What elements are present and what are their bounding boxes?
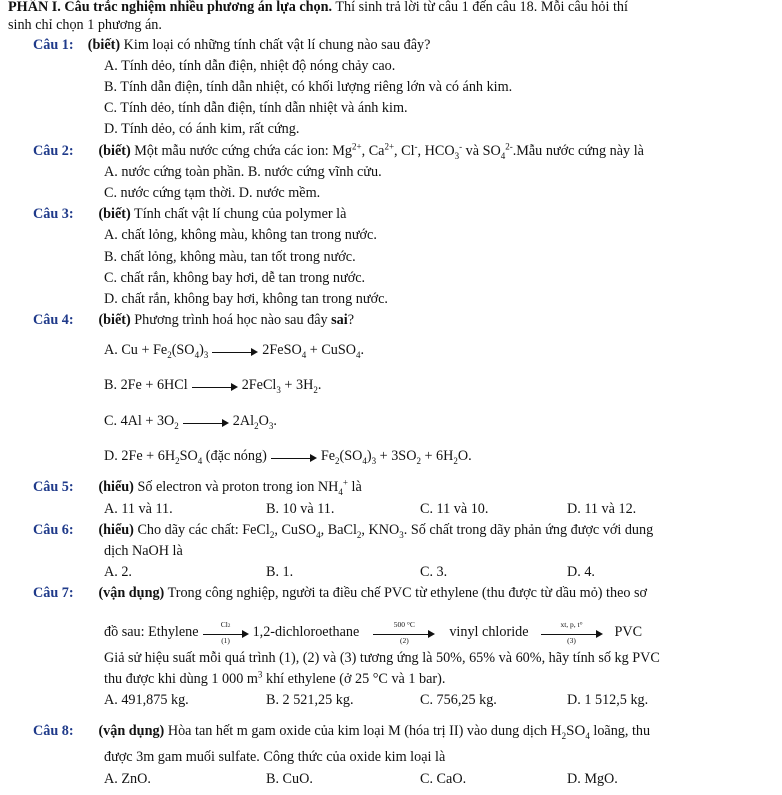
- option-d[interactable]: D. MgO.: [567, 771, 618, 787]
- question-4: [33, 312, 354, 329]
- arrow-condition: xt, p, t°: [560, 619, 583, 629]
- option-a[interactable]: A. 491,875 kg.: [104, 692, 189, 708]
- option-b[interactable]: B. Tính dẫn điện, tính dẫn nhiệt, có khối lượng riêng lớn và có ánh kim.: [104, 79, 513, 95]
- stem-part: . Số chất trong dãy phản ứng được với dung: [403, 522, 654, 538]
- arrow-reagent-subscript: 2: [227, 623, 231, 629]
- formula-part: (SO: [339, 448, 363, 464]
- arrow-reagent: Cl: [220, 619, 228, 629]
- formula-part: .: [360, 342, 365, 358]
- formula-part: SO: [566, 723, 586, 739]
- subscript: 3: [454, 150, 460, 161]
- equation-rhs: 2FeSO: [262, 342, 302, 358]
- subscript: 2: [174, 420, 179, 431]
- options-a-b[interactable]: A. nước cứng toàn phần. B. nước cứng vĩnh cửu.: [104, 164, 382, 180]
- subscript: 2: [416, 455, 421, 466]
- ion-charge: -: [459, 141, 463, 152]
- arrow-condition: 500 °C: [393, 619, 415, 629]
- scheme-intermediate-2: vinyl chloride: [449, 624, 529, 640]
- question-number: Câu 3:: [33, 206, 74, 222]
- option-d[interactable]: D. chất rắn, không bay hơi, không tan trong nước.: [104, 291, 388, 307]
- scheme-intermediate-1: 1,2-dichloroethane: [252, 624, 360, 640]
- question-7: [33, 585, 647, 602]
- stem-part: , CuSO: [274, 522, 317, 538]
- reaction-arrow-icon: [192, 379, 238, 393]
- option-c[interactable]: C. 11 và 10.: [420, 501, 489, 517]
- arrow-step: (2): [399, 635, 409, 645]
- question-stem: Trong công nghiệp, người ta điều chế PVC từ ethylene (thu được từ dầu mỏ) theo sơ: [164, 585, 648, 601]
- reaction-arrow-icon: [541, 619, 603, 645]
- question-number: Câu 1:: [33, 37, 74, 53]
- option-a[interactable]: A. ZnO.: [104, 771, 151, 787]
- subscript: 4: [585, 730, 590, 741]
- option-label: B.: [104, 377, 118, 393]
- equation-lhs: 4Al + 3O: [120, 413, 175, 429]
- question-3: [33, 206, 346, 223]
- option-a[interactable]: [104, 342, 364, 359]
- equation-lhs: 2Fe + 6H: [121, 448, 176, 464]
- question-number: Câu 8:: [33, 723, 74, 739]
- subscript: 2: [561, 730, 567, 741]
- subscript: 4: [362, 455, 367, 466]
- stem-end: ?: [347, 312, 355, 328]
- question-stem: Phương trình hoá học nào sau đây: [130, 312, 332, 328]
- emphasis: sai: [331, 312, 348, 328]
- section-instruction-cont: sinh chỉ chọn 1 phương án.: [8, 17, 162, 33]
- arrow-step: (1): [221, 635, 230, 645]
- equation-rhs: 2FeCl: [241, 377, 277, 393]
- option-label: C.: [104, 413, 118, 429]
- arrow-step: (3): [567, 635, 576, 645]
- option-c[interactable]: C. Tính dẻo, tính dẫn điện, tính dẫn nhiệt và ánh kim.: [104, 100, 408, 116]
- difficulty-level: (biết): [98, 143, 131, 159]
- difficulty-level: (biết): [98, 312, 131, 328]
- question-stem-cont: được 3m gam muối sulfate. Công thức của oxide kim loại là: [104, 749, 446, 765]
- option-b[interactable]: B. chất lỏng, không màu, tan tốt trong nước.: [104, 249, 356, 265]
- synthesis-scheme: [104, 619, 643, 645]
- question-number: Câu 2:: [33, 143, 74, 159]
- stem-end: là: [347, 479, 362, 495]
- stem-part: , Ca: [361, 143, 385, 159]
- stem-part: , HCO: [417, 143, 455, 159]
- section-title: PHẦN I. Câu trắc nghiệm nhiều phương án lựa chọn.: [8, 0, 333, 15]
- subscript: 2: [269, 529, 275, 540]
- option-label: D.: [104, 448, 118, 464]
- reaction-arrow-icon: [183, 415, 229, 429]
- difficulty-level: (vận dụng): [98, 723, 165, 739]
- formula-part: (SO: [171, 342, 195, 358]
- formula-part: ): [199, 342, 204, 358]
- option-d[interactable]: D. Tính dẻo, có ánh kim, rất cứng.: [104, 121, 300, 137]
- question-stem: Tính chất vật lí chung của polymer là: [130, 206, 347, 222]
- question-5: [33, 479, 362, 496]
- subscript: 3: [268, 420, 274, 431]
- formula-part: + 3H: [280, 377, 314, 393]
- reaction-arrow-icon: [212, 344, 258, 358]
- superscript: 3: [257, 669, 263, 680]
- option-c[interactable]: C. chất rắn, không bay hơi, dễ tan trong nước.: [104, 270, 366, 286]
- formula-part: SO: [179, 448, 198, 464]
- difficulty-level: (biết): [87, 37, 121, 53]
- option-c[interactable]: C. CaO.: [420, 771, 467, 787]
- formula-part: + 3SO: [376, 448, 417, 464]
- reaction-arrow-icon: [373, 619, 435, 645]
- subscript: 2: [167, 349, 172, 360]
- question-1: [33, 37, 430, 54]
- option-b[interactable]: [104, 377, 321, 394]
- equation-rhs: 2Al: [232, 413, 255, 429]
- difficulty-level: (vận dụng): [98, 585, 165, 601]
- option-label: A.: [104, 342, 118, 358]
- question-number: Câu 4:: [33, 312, 74, 328]
- equation-lhs: 2Fe + 6HCl: [120, 377, 188, 393]
- formula-part: H: [550, 723, 562, 739]
- subscript: 2: [335, 455, 340, 466]
- subscript: 3: [371, 455, 377, 466]
- question-stem: Kim loại có những tính chất vật lí chung nào sau đây?: [120, 37, 431, 53]
- subscript: 3: [203, 349, 209, 360]
- formula-part: + CuSO: [306, 342, 357, 358]
- stem-part: thu được khi dùng 1 000 m: [104, 671, 258, 687]
- subscript: 4: [356, 349, 361, 360]
- subscript: 4: [194, 349, 200, 360]
- option-c[interactable]: [104, 413, 277, 430]
- options-c-d[interactable]: C. nước cứng tạm thời. D. nước mềm.: [104, 185, 321, 201]
- equation-rhs: Fe: [320, 448, 335, 464]
- stem-part: và SO: [462, 143, 501, 159]
- subscript: 4: [316, 529, 321, 540]
- formula-part: O.: [457, 448, 472, 464]
- difficulty-level: (biết): [98, 206, 131, 222]
- stem-part: , Cl: [394, 143, 415, 159]
- option-a[interactable]: A. 11 và 11.: [104, 501, 173, 517]
- subscript: 2: [175, 455, 180, 466]
- option-a[interactable]: A. 2.: [104, 564, 132, 580]
- condition-note: (đặc nóng): [202, 448, 267, 464]
- question-8: [33, 723, 650, 740]
- subscript: 4: [301, 349, 307, 360]
- ion-charge: +: [342, 477, 348, 488]
- subscript: 4: [500, 150, 506, 161]
- option-a[interactable]: A. Tính dẻo, tính dẫn điện, nhiệt độ nóng chảy cao.: [104, 58, 396, 74]
- stem-part: , KNO: [361, 522, 400, 538]
- stem-part: , BaCl: [320, 522, 357, 538]
- question-stem-cont: [104, 671, 445, 688]
- reaction-arrow-icon: [271, 450, 317, 464]
- subscript: 3: [276, 384, 281, 395]
- question-stem-cont: dịch NaOH là: [104, 543, 183, 559]
- question-6: [33, 522, 653, 539]
- formula-part: ): [366, 448, 372, 464]
- stem-part: khí ethylene (ở 25 °C và 1 bar).: [262, 671, 446, 687]
- option-b[interactable]: B. 10 và 11.: [266, 501, 335, 517]
- equation-lhs: Cu + Fe: [121, 342, 168, 358]
- option-b[interactable]: B. 2 521,25 kg.: [266, 692, 354, 708]
- subscript: 3: [399, 529, 404, 540]
- option-d[interactable]: D. 11 và 12.: [567, 501, 637, 517]
- formula-part: O: [258, 413, 269, 429]
- question-number: Câu 5:: [33, 479, 74, 495]
- subscript: 2: [254, 420, 259, 431]
- subscript: 2: [313, 384, 318, 395]
- option-b[interactable]: B. 1.: [266, 564, 294, 580]
- stem-part: .Mẫu nước cứng này là: [512, 143, 644, 159]
- option-d[interactable]: D. 4.: [567, 564, 595, 580]
- scheme-product: PVC: [614, 624, 643, 640]
- option-d[interactable]: D. 1 512,5 kg.: [567, 692, 649, 708]
- question-stem-cont: Giả sử hiệu suất mỗi quá trình (1), (2) và (3) tương ứng là 50%, 65% và 60%, hãy tính số kg PVC: [104, 650, 660, 666]
- question-stem: Cho dãy các chất: FeCl: [133, 522, 270, 538]
- section-instruction: Thí sinh trả lời từ câu 1 đến câu 18. Mỗi câu hỏi thí: [332, 0, 628, 15]
- question-number: Câu 7:: [33, 585, 74, 601]
- difficulty-level: (hiểu): [98, 479, 134, 495]
- reaction-arrow-icon: [203, 619, 249, 645]
- stem-end: loãng, thu: [589, 723, 651, 739]
- ion-charge: 2+: [352, 141, 362, 152]
- formula-part: .: [273, 413, 277, 429]
- subscript: 4: [338, 486, 343, 497]
- option-d[interactable]: [104, 448, 472, 465]
- formula-part: + 6H: [420, 448, 454, 464]
- formula-part: .: [317, 377, 322, 393]
- ion-charge: 2-: [505, 141, 513, 152]
- question-stem: Hòa tan hết m gam oxide của kim loại M (hóa trị II) vào dung dịch: [164, 723, 551, 739]
- option-b[interactable]: B. CuO.: [266, 771, 313, 787]
- option-a[interactable]: A. chất lỏng, không màu, không tan trong nước.: [104, 227, 377, 243]
- ion-charge: -: [414, 141, 418, 152]
- difficulty-level: (hiểu): [98, 522, 134, 538]
- subscript: 2: [356, 529, 362, 540]
- option-c[interactable]: C. 756,25 kg.: [420, 692, 497, 708]
- subscript: 2: [453, 455, 458, 466]
- question-stem: Số electron và proton trong ion NH: [133, 479, 339, 495]
- question-number: Câu 6:: [33, 522, 74, 538]
- subscript: 4: [197, 455, 203, 466]
- section-heading: [8, 0, 628, 16]
- stem-part: Một mẫu nước cứng chứa các ion: Mg: [130, 143, 353, 159]
- ion-charge: 2+: [384, 141, 395, 152]
- question-2: [33, 143, 644, 160]
- scheme-start: đồ sau: Ethylene: [104, 624, 199, 640]
- option-c[interactable]: C. 3.: [420, 564, 448, 580]
